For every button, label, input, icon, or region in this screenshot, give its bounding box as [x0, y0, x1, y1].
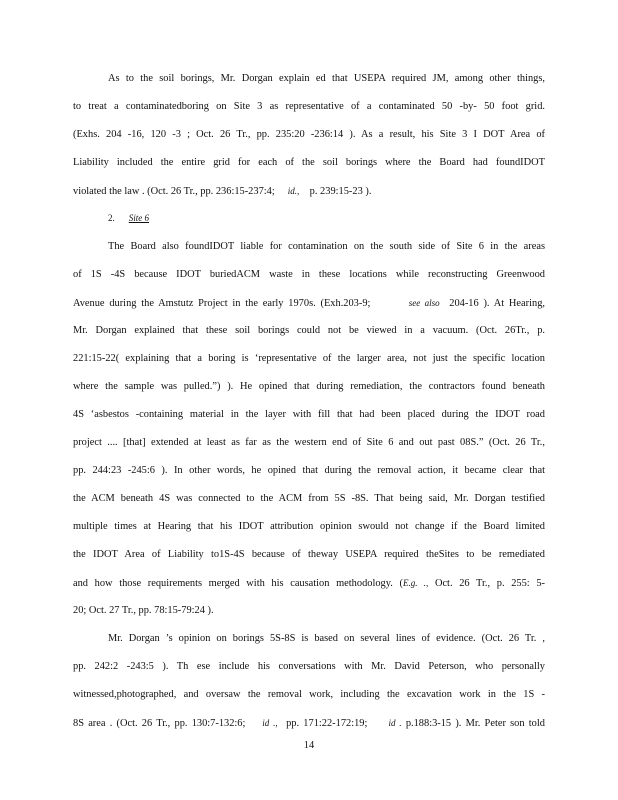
section-heading: [108, 212, 149, 224]
paragraph-3-line-3: witnessed,photographed, and oversaw the removal work, including the excavation work in the 1S -: [73, 689, 545, 700]
paragraph-1-line-4: Liability included the entire grid for each of the soil borings where the Board had foundIDOT: [73, 157, 545, 168]
paragraph-3-line-2: pp. 242:2 -243:5 ). Th ese include his conversations with Mr. David Peterson, who personally: [73, 661, 545, 672]
paragraph-1-line-5: [73, 184, 545, 199]
section-title: Site 6: [128, 213, 149, 223]
paragraph-2-line-13-b: Oct. 26 Tr., p. 255: 5-: [434, 578, 545, 589]
page-number: 14: [303, 740, 315, 751]
paragraph-2-line-10: the ACM beneath 4S was connected to the ACM from 5S -8S. That being said, Mr. Dorgan testified: [73, 493, 545, 504]
paragraph-3-line-4-b: pp. 171:22-172:19;: [286, 718, 368, 729]
paragraph-2-line-9: pp. 244:23 -245:6 ). In other words, he opined that during the removal action, it became clear that: [73, 465, 545, 476]
paragraph-1-line-5-italic: id.,: [287, 186, 300, 196]
paragraph-2-line-13: [73, 576, 545, 591]
paragraph-2-line-13-italic: E.g. .,: [402, 578, 429, 588]
paragraph-2-line-3-italic: see also: [408, 298, 440, 308]
paragraph-1-line-1: As to the soil borings, Mr. Dorgan explain ed that USEPA required JM, among other things,: [108, 73, 545, 84]
paragraph-3-line-4: [73, 716, 545, 731]
paragraph-2-line-11: multiple times at Hearing that his IDOT attribution opinion swould not change if the Board limited: [73, 521, 545, 532]
paragraph-2-line-1: The Board also foundIDOT liable for contamination on the south side of Site 6 in the areas: [108, 241, 545, 252]
paragraph-1-line-5-text: violated the law . (Oct. 26 Tr., pp. 236:15-237:4;: [73, 186, 275, 197]
paragraph-2-line-5: 221:15-22( explaining that a boring is ‘representative of the larger area, not just the specific location: [73, 353, 545, 364]
paragraph-3-line-4-italic-2: id .: [388, 718, 402, 728]
paragraph-2-line-8: project .... [that] extended at least as far as the western end of Site 6 and out past 08S.” (Oct. 26 Tr.,: [73, 437, 545, 448]
paragraph-3-line-4-italic-1: id .,: [262, 718, 278, 728]
paragraph-2-line-7: 4S ‘asbestos -containing material in the layer with fill that had been placed during the IDOT road: [73, 409, 545, 420]
paragraph-1-line-3: (Exhs. 204 -16, 120 -3 ; Oct. 26 Tr., pp. 235:20 -236:14 ). As a result, his Site 3 I DOT Area of: [73, 129, 545, 140]
paragraph-3-line-4-a: 8S area . (Oct. 26 Tr., pp. 130:7-132:6;: [73, 718, 246, 729]
paragraph-2-line-6: where the sample was pulled.”) ). He opined that during remediation, the contractors found beneath: [73, 381, 545, 392]
paragraph-2-line-13-a: and how those requirements merged with his causation methodology. (: [73, 578, 403, 589]
paragraph-1-line-5-tail: p. 239:15-23 ).: [309, 186, 372, 197]
paragraph-1-line-2: to treat a contaminatedboring on Site 3 as representative of a contaminated 50 -by- 50 foot grid.: [73, 101, 545, 112]
paragraph-3-line-1: Mr. Dorgan ’s opinion on borings 5S-8S is based on several lines of evidence. (Oct. 26 Tr. ,: [108, 633, 545, 644]
paragraph-3-line-4-c: p.188:3-15 ). Mr. Peter son told: [405, 718, 545, 729]
paragraph-2-line-4: Mr. Dorgan explained that these soil borings could not be viewed in a vacuum. (Oct. 26Tr., p.: [73, 325, 545, 336]
section-number: 2.: [108, 213, 115, 223]
paragraph-2-line-14: 20; Oct. 27 Tr., pp. 78:15-79:24 ).: [73, 605, 214, 616]
paragraph-2-line-3: [73, 296, 545, 311]
paragraph-2-line-3-b: 204-16 ). At Hearing,: [449, 298, 545, 309]
paragraph-2-line-12: the IDOT Area of Liability to1S-4S because of theway USEPA required theSites to be remediated: [73, 549, 545, 560]
paragraph-2-line-3-a: Avenue during the Amstutz Project in the early 1970s. (Exh.203-9;: [73, 298, 371, 309]
paragraph-2-line-2: of 1S -4S because IDOT buriedACM waste in these locations while reconstructing Greenwood: [73, 269, 545, 280]
